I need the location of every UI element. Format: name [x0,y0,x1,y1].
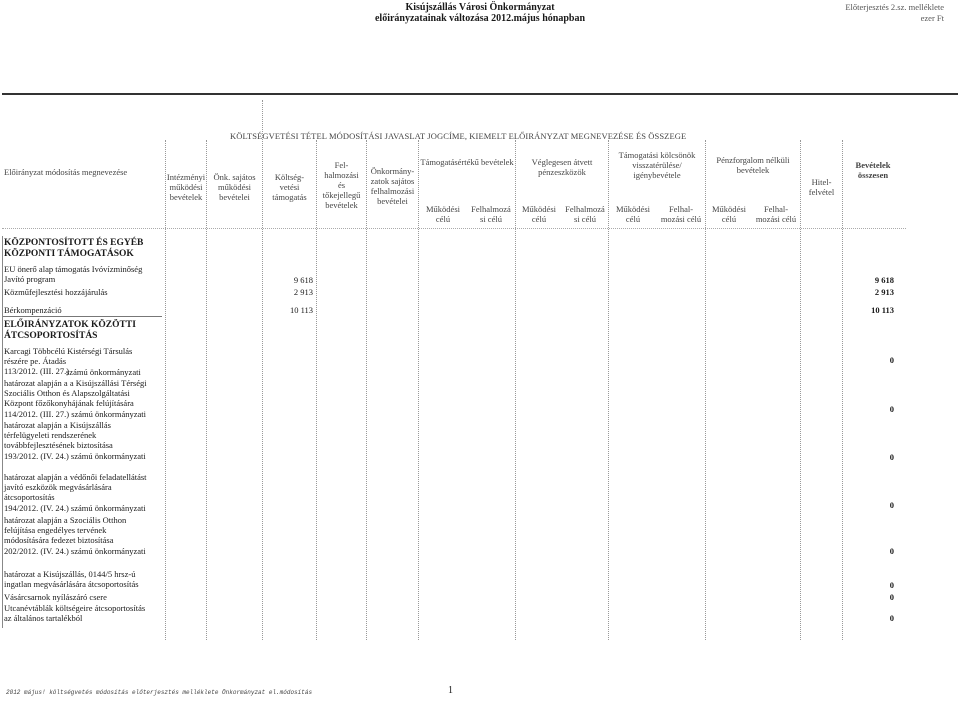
table-row-label [4,305,62,315]
cell-total: 9 618 [874,275,894,285]
section-line: KÖZPONTI TÁMOGATÁSOK [4,249,134,259]
table-row-label [4,264,142,284]
cell-total: 0 [889,580,894,590]
table-row-label [4,603,145,623]
row-divider [2,316,162,317]
col-header-penzforgalom [706,155,800,175]
header-line: célú [435,214,451,224]
header-line: működési [169,182,203,192]
header-line: Felhalmozá [565,204,605,214]
row-line: Javító program [4,274,56,285]
unit-label: ezer Ft [920,13,944,23]
col-header-onkormanyzatok [367,166,418,206]
header-line: Támogatási kölcsönök [618,150,696,160]
cell-koltsegvetesi: 9 618 [293,275,313,285]
title-line-1: Kisújszállás Városi Önkormányzat [405,2,555,13]
header-line: si célú [574,214,596,224]
header-line: működési [217,182,252,192]
row-line: Közműfejlesztési hozzájárulás [4,287,108,297]
row-line-continued: számú önkormányzati [66,367,141,377]
row-line: 202/2012. (IV. 24.) számú önkormányzati [4,545,146,556]
document-title [0,2,960,24]
header-line: Működési [522,204,556,214]
col-divider [316,140,317,640]
header-line: célú [625,214,641,224]
header-line: bevételei [219,192,250,202]
col-divider [842,140,843,640]
header-line: felhalmozási [370,186,415,196]
row-line: határozat alapján a Kisújszállás [4,420,111,430]
col-header-kolcsonok [609,150,705,180]
row-line: határozat a Kisújszállás, 0144/5 hrsz-ú [4,569,136,579]
header-line: Bevételek [855,160,891,170]
col-header-tamogatasertek: Támogatásértékű bevételek [420,157,514,167]
header-line: Működési [426,204,460,214]
row-line: az általános tartalékból [4,613,83,624]
top-rule [2,93,958,95]
header-line: tőkejellegű [322,190,361,200]
section-line: KÖZPONTOSÍTOTT ÉS EGYÉB [4,238,144,248]
header-line: bevételek [736,165,770,175]
header-line: igénybevétele [633,170,681,180]
cell-koltsegvetesi: 10 113 [289,305,313,315]
subhdr-mukodesi-3 [609,204,657,224]
col-header-koltsegvetesi [263,172,316,202]
table-row-label [4,592,107,602]
table-row-label [4,472,147,513]
subhdr-felhalmozasi-2 [562,204,608,224]
row-line: átcsoportosítás [4,492,55,503]
col-divider [418,140,419,640]
page-number: 1 [448,685,453,696]
row-line: 194/2012. (IV. 24.) számú önkormányzati [4,502,146,513]
cell-total: 2 913 [874,287,894,297]
section-title-central-support [4,238,143,260]
header-line: bevételek [325,200,358,210]
subhdr-felhalmozasi-1 [467,204,515,224]
row-line: határozat alapján a Szociális Otthon [4,515,127,525]
cell-koltsegvetesi: 2 913 [293,287,313,297]
section-line: ÁTCSOPORTOSÍTÁS [4,331,98,341]
header-line: Költség- [274,172,305,182]
header-line: vetési [279,182,300,192]
cell-total: 0 [889,500,894,510]
subhdr-felhalmozasi-4 [752,204,800,224]
section-line: ELŐIRÁNYZATOK KÖZÖTTI [4,320,136,330]
header-line: Pénzforgalom nélküli [716,155,790,165]
header-line: Felhalmozá [471,204,511,214]
left-border [2,236,3,628]
col-divider [165,140,166,640]
title-line-2: előirányzatainak változása 2012.május hónapban [374,13,586,24]
table-caption: KÖLTSÉGVETÉSI TÉTEL MÓDOSÍTÁSI JAVASLAT JOGCÍME, KIEMELT ELŐIRÁNYZAT MEGNEVEZÉSE ÉS ÖSSZEGE [230,131,687,141]
header-line: Fel- [334,160,349,170]
header-line: célú [721,214,737,224]
header-line: Önkormány- [370,166,415,176]
col-divider [366,140,367,640]
header-line: Felhal- [668,204,694,214]
col-header-felhalmozasi [317,160,366,210]
subhdr-felhalmozasi-3 [657,204,705,224]
row-line: Karcagi Többcélú Kistérségi Társulás [4,346,133,356]
col-divider [800,140,801,640]
table-row-label [4,420,146,461]
header-line: célú [531,214,547,224]
col-header-description: Előirányzat módosítás megnevezése [4,167,128,177]
col-header-hitelfelvetel [801,177,842,197]
cell-total: 10 113 [871,305,894,315]
header-line: si célú [480,214,502,224]
row-line: felújítása engedélyes tervének [4,525,107,536]
cell-total: 0 [889,546,894,556]
header-line: támogatás [272,192,307,202]
footer-filename: 2012 május! költségvetés módosítás előterjesztés melléklete Önkormányzat el.módosítás [6,689,313,696]
header-line: bevételek [169,192,203,202]
table-row-label [4,515,146,556]
subhdr-mukodesi-1 [420,204,466,224]
row-line: ingatlan megvásárlására átcsoportosítás [4,579,139,590]
row-line: Bérkompenzáció [4,305,62,315]
table-row-label [4,287,108,297]
header-line: Felhal- [763,204,789,214]
cell-total: 0 [889,613,894,623]
row-line: Szociális Otthon és Alapszolgáltatási [4,388,130,399]
row-line: EU önerő alap támogatás Ivóvízminőség [4,264,143,274]
cell-total: 0 [889,355,894,365]
header-line: bevételei [377,196,408,206]
header-line: és [337,180,346,190]
row-line: 114/2012. (III. 27.) számú önkormányzati [4,408,147,419]
attachment-reference [845,2,944,24]
reference-line-1: Előterjesztés 2.sz. melléklete [845,2,944,12]
header-line: zatok sajátos [370,176,415,186]
cell-total: 0 [889,452,894,462]
row-line: Vásárcsarnok nyílászáró csere [4,592,107,602]
cell-total: 0 [889,404,894,414]
row-line: Központ főzőkonyhájának felújítására [4,398,134,409]
header-line: Hitel- [811,177,832,187]
col-divider [206,140,207,640]
section-title-reallocation [4,320,136,342]
subhdr-mukodesi-2 [516,204,562,224]
header-line: visszatérülése/ [632,160,682,170]
header-line: Önk. sajátos [213,172,256,182]
row-line: Utcanévtáblák költségeire átcsoportosítás [4,603,146,613]
cell-total: 0 [889,592,894,602]
header-line: összesen [857,170,889,180]
col-header-veglegesen-atvett: Véglegesen átvett pénzeszközök [531,157,593,177]
table-row-label [4,569,139,589]
row-line: 113/2012. (III. 27.) [4,366,70,377]
table-row-label [4,378,147,419]
header-line: Intézményi [166,172,206,182]
row-line: térfelügyeleti rendszerének [4,430,97,441]
row-line: részére pe. Átadás [4,356,67,367]
row-line: továbbfejlesztésének biztosítása [4,440,113,451]
col-header-onk-sajatos [207,172,262,202]
header-line: mozási célú [660,214,702,224]
header-line: Működési [616,204,650,214]
row-line: határozat alapján a a Kisújszállási Térségi [4,378,147,388]
row-line: határozat alapján a védőnői feladatellátást [4,472,147,482]
row-line: javító eszközök megvásárlására [4,482,112,493]
header-line: Működési [712,204,746,214]
header-line: halmozási [324,170,359,180]
header-bottom-line [2,228,906,229]
col-header-bevetelek-osszesen [843,160,903,180]
header-line: felvétel [808,187,835,197]
header-line: mozási célú [755,214,797,224]
col-header-intezmenyi [166,172,206,202]
row-line: módosítására fedezet biztosítása [4,535,114,546]
row-line: 193/2012. (IV. 24.) számú önkormányzati [4,450,146,461]
subhdr-mukodesi-4 [706,204,752,224]
